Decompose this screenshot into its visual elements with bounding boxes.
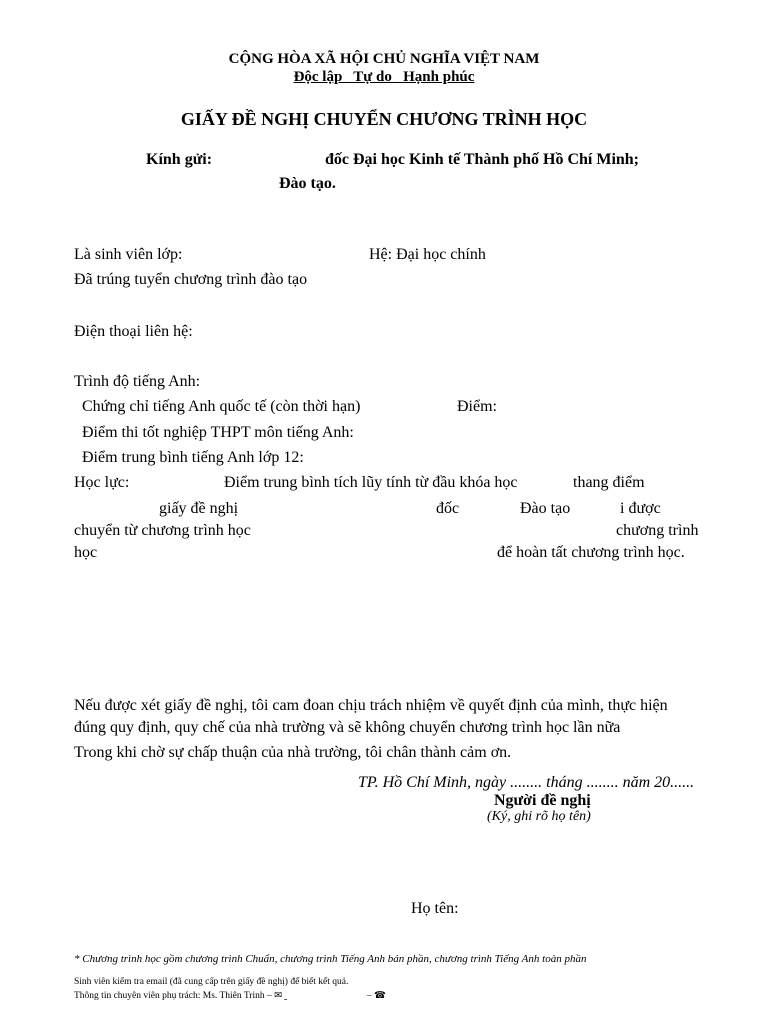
request-text-d: i được bbox=[620, 500, 661, 517]
nation-title: CỘNG HÒA XÃ HỘI CHỦ NGHĨA VIỆT NAM bbox=[228, 51, 540, 67]
thpt-score-label: Điểm thi tốt nghiệp THPT môn tiếng Anh: bbox=[82, 424, 354, 441]
contact-line bbox=[74, 990, 386, 1001]
score-label: Điểm: bbox=[457, 398, 497, 415]
academic-label: Học lực: bbox=[74, 474, 130, 491]
phone-icon: ☎ bbox=[373, 991, 386, 1001]
signature-instruction: (Ký, ghi rõ họ tên) bbox=[487, 809, 591, 824]
email-icon: ✉ bbox=[274, 991, 283, 1001]
request-text-g: học bbox=[74, 544, 98, 561]
commitment-line2: đúng quy định, quy chế của nhà trường và sẽ không chuyển chương trình học lần nữa bbox=[74, 719, 621, 736]
request-text-e: chuyển từ chương trình học bbox=[74, 522, 251, 539]
request-text-a: giấy đề nghị bbox=[159, 500, 239, 517]
grade12-score-label: Điểm trung bình tiếng Anh lớp 12: bbox=[82, 449, 304, 466]
recipient-line2: Đào tạo. bbox=[279, 175, 336, 192]
name-label: Họ tên: bbox=[411, 900, 459, 917]
english-level-label: Trình độ tiếng Anh: bbox=[74, 373, 201, 390]
request-text-h: để hoàn tất chương trình học. bbox=[497, 544, 685, 561]
footnote: * Chương trình học gồm chương trình Chuẩn, chương trình Tiếng Anh bán phần, chương trình Tiếng Anh toàn phần bbox=[74, 953, 587, 965]
commitment-line1: Nếu được xét giấy đề nghị, tôi cam đoan chịu trách nhiệm về quyết định của mình, thực hiện bbox=[74, 697, 668, 714]
email-link[interactable] bbox=[284, 991, 364, 1001]
contact-label: Thông tin chuyên viên phụ trách: Ms. Thiên Trinh – bbox=[74, 991, 272, 1001]
place-date: TP. Hồ Chí Minh, ngày ........ tháng ........ năm 20...... bbox=[358, 774, 695, 791]
scale-label: thang điểm bbox=[573, 474, 645, 491]
commitment-line3: Trong khi chờ sự chấp thuận của nhà trường, tôi chân thành cảm ơn. bbox=[74, 744, 512, 761]
admitted-label: Đã trúng tuyển chương trình đào tạo bbox=[74, 271, 308, 288]
request-text-b: đốc bbox=[436, 500, 460, 517]
request-text-f: chương trình bbox=[616, 522, 699, 539]
intl-cert-label: Chứng chỉ tiếng Anh quốc tế (còn thời hạn) bbox=[82, 398, 361, 415]
contact-dash: – bbox=[366, 991, 372, 1001]
motto: Độc lập Tự do Hạnh phúc bbox=[293, 69, 475, 85]
signer-title: Người đề nghị bbox=[494, 792, 591, 809]
system-label: Hệ: Đại học chính bbox=[369, 246, 486, 263]
email-note: Sinh viên kiểm tra email (đã cung cấp trên giấy đề nghị) để biết kết quả. bbox=[74, 977, 349, 987]
recipient-label: Kính gửi: bbox=[146, 151, 213, 168]
gpa-label: Điểm trung bình tích lũy tính từ đầu khóa học bbox=[224, 474, 518, 491]
request-text-c: Đào tạo bbox=[520, 500, 571, 517]
class-label: Là sinh viên lớp: bbox=[74, 246, 183, 263]
phone-label: Điện thoại liên hệ: bbox=[74, 323, 193, 340]
recipient-line1: đốc Đại học Kinh tế Thành phố Hồ Chí Minh; bbox=[325, 151, 640, 168]
document-title: GIẤY ĐỀ NGHỊ CHUYỂN CHƯƠNG TRÌNH HỌC bbox=[180, 109, 588, 129]
